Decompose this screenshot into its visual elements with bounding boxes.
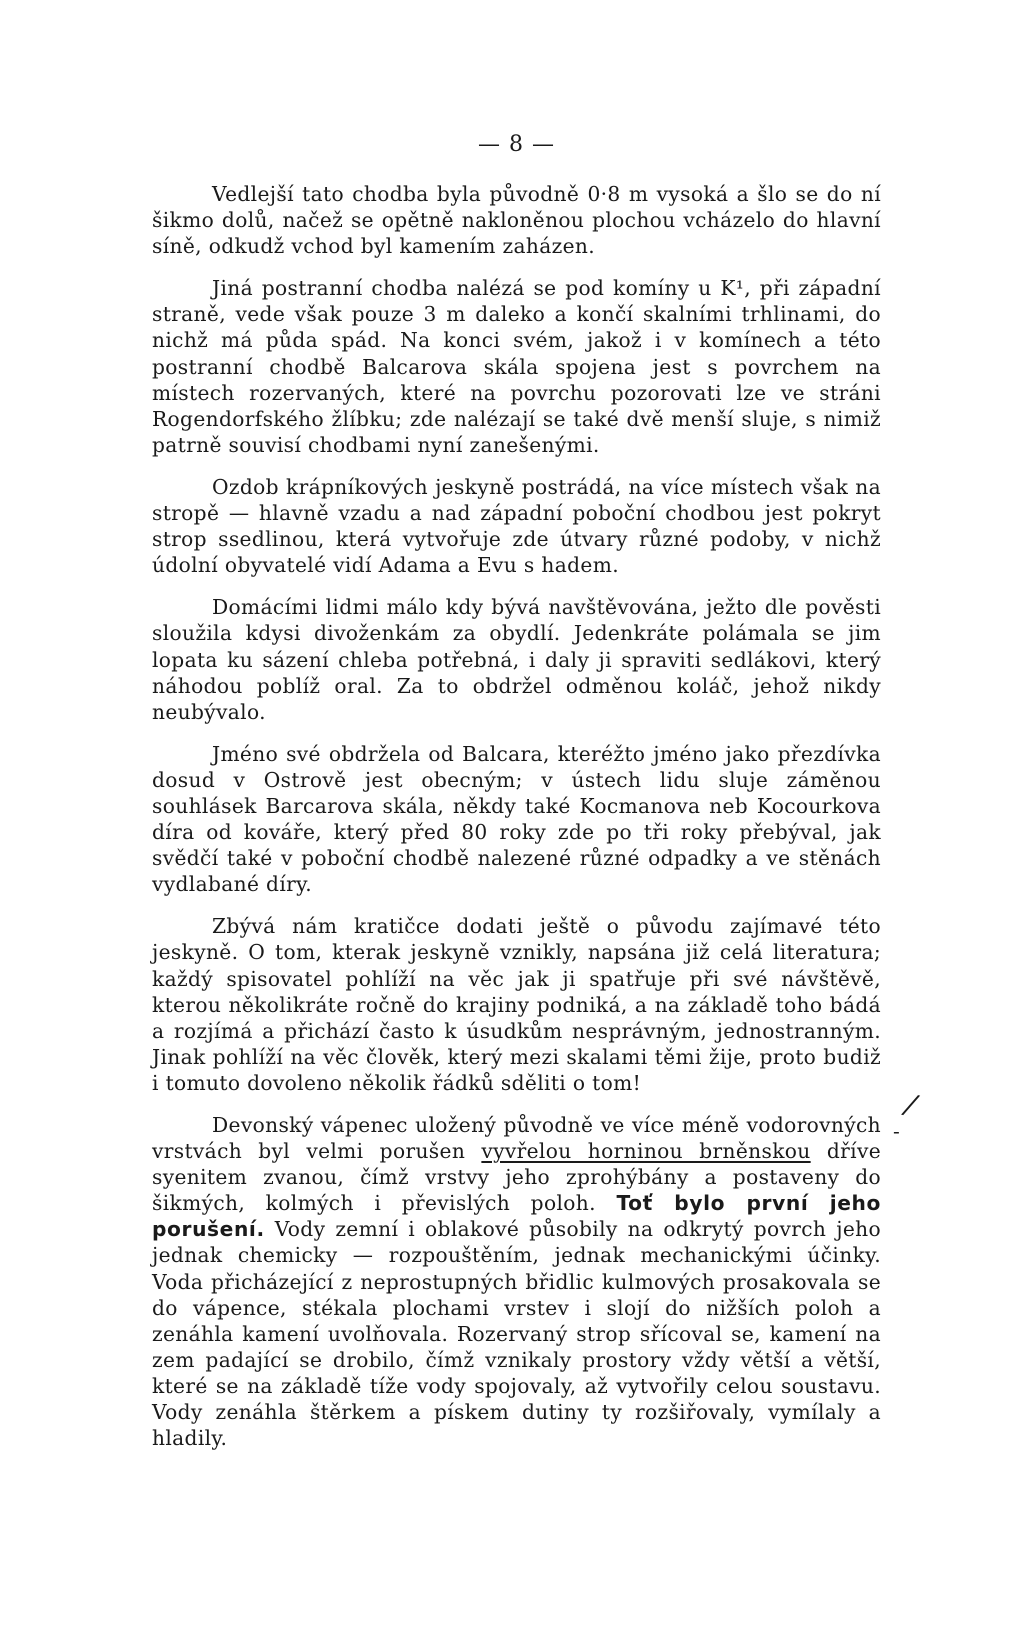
paragraph-text-part: Devonský vápenec uložený původně ve více méně vodorovných vrstvách byl velmi porušen (152, 1113, 881, 1164)
paragraph-other-passage: Jiná postranní chodba nalézá se pod komíny u K¹, při západní straně, vede však pouze 3 m daleko a končí skalními trhlinami, do nichž má půda spád. Na konci svém, jakož i v komínech a této postranní chodbě Balcarova skála spojena jest s povrchem na místech rozervaných, které na povrchu pozorovati lze ve stráni Rogendorfského žlíbku; zde nalézají se také dvě menší sluje, s nimiž patrně souvisí chodbami nyní zanešenými. (152, 276, 881, 457)
underlined-phrase: vyvřelou horninou brněnskou (481, 1139, 811, 1164)
margin-annotation-mark: / (902, 1087, 920, 1122)
paragraph-side-passage: Vedlejší tato chodba byla původně 0·8 m vysoká a šlo se do ní šikmo dolů, načež se opětně nakloněnou plochou vcházelo do hlavní síně, odkudž vchod byl kamením zaházen. (152, 182, 881, 259)
page-text-area (152, 130, 881, 1451)
paragraph-devonian-limestone (152, 1112, 881, 1451)
paragraph-stalactites: Ozdob krápníkových jeskyně postrádá, na více místech však na stropě — hlavně vzadu a nad západní poboční chodbou jest pokryt strop ssedlinou, která vytvořuje zde útvary různé podoby, v nichž údolní obyvatelé vidí Adama a Evu s hadem. (152, 474, 881, 578)
margin-annotation-mark: - (893, 1119, 900, 1143)
paragraph-text-part: dříve syenitem zvanou, čímž vrstvy jeho zprohýbány a postaveny do šikmých, kolmých i převislých poloh. (152, 1139, 881, 1216)
paragraph-name-origin: Jméno své obdržela od Balcara, kteréžto jméno jako přezdívka dosud v Ostrově jest obecným; v ústech lidu sluje záměnou souhlásek Barcarova skála, někdy také Kocmanova neb Kocourkova díra od kováře, který před 80 roky zde po tři roky přebýval, jak svědčí také v poboční chodbě nalezené různé odpadky a ve stěnách vydlabané díry. (152, 741, 881, 897)
paragraph-text-part: Vody zemní i oblakové působily na odkrytý povrch jeho jednak chemicky — rozpouštěním, jednak mechanickými účinky. Voda přicházející z neprostupných břidlic kulmových prosakovala se do vápence, stékala plochami vrstev i slojí do nižších poloh a zenáhla kamení uvolňovala. Rozervaný strop sřícoval se, kamení na zem padající se drobilo, čímž vznikaly prostory vždy větší a větší, které se na základě tíže vody spojovaly, až vytvořily celou soustavu. Vody zenáhla štěrkem a pískem dutiny ty rozšiřovaly, vymílaly a hladily. (152, 1217, 881, 1451)
paragraph-legend: Domácími lidmi málo kdy bývá navštěvována, ježto dle pověsti sloužila kdysi divoženkám za obydlí. Jedenkráte polámala se jim lopata ku sázení chleba potřebná, i daly ji spraviti sedlákovi, který náhodou poblíž oral. Za to obdržel odměnou koláč, jehož nikdy neubývalo. (152, 595, 881, 724)
page-number: — 8 — (478, 132, 555, 157)
bold-phrase: Toť bylo první jeho porušení. (152, 1191, 882, 1242)
paragraph-cave-origin: Zbývá nám kratičce dodati ještě o původu zajímavé této jeskyně. O tom, kterak jeskyně vznikly, napsána již celá literatura; každý spisovatel pohlíží na věc jak ji spatřuje při své návštěvě, kterou několikráte ročně do krajiny podniká, a na základě toho bádá a rozjímá a přichází často k úsudkům nesprávným, jednostranným. Jinak pohlíží na věc člověk, který mezi skalami těmi žije, proto budiž i tomuto dovoleno několik řádků sděliti o tom! (152, 914, 881, 1095)
